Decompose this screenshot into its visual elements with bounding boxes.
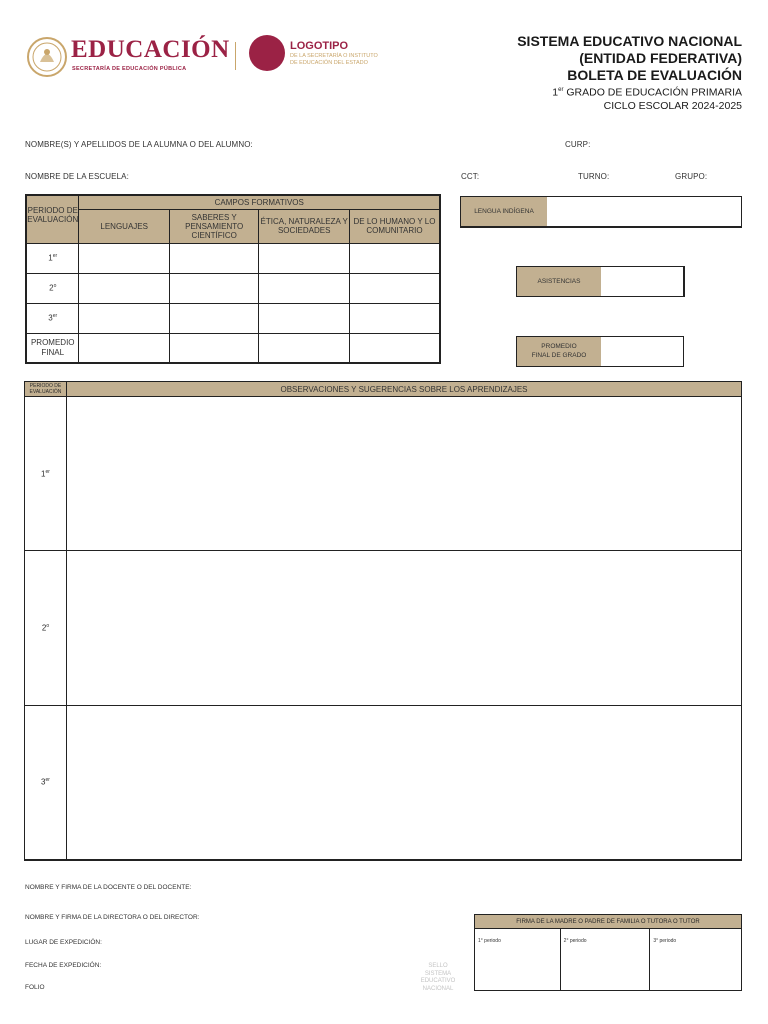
- table-row: [26, 333, 440, 363]
- signature-period-3-label: 3° periodo: [653, 938, 677, 944]
- obs-title: OBSERVACIONES Y SUGERENCIAS SOBRE LOS APRENDIZAJES: [66, 382, 741, 397]
- state-logo-title: LOGOTIPO: [290, 40, 349, 52]
- school-name-label: NOMBRE DE LA ESCUELA:: [25, 172, 129, 181]
- footer-fecha: FECHA DE EXPEDICIÓN:: [25, 962, 102, 969]
- state-logo-sub-1: DE LA SECRETARÍA O INSTITUTO: [290, 53, 378, 59]
- promedio-line-2: FINAL DE GRADO: [531, 352, 587, 359]
- asistencias-field[interactable]: [601, 267, 683, 296]
- education-wordmark: EDUCACIÓN: [71, 36, 230, 63]
- table-row: [26, 303, 440, 333]
- grade-cell[interactable]: [349, 303, 440, 333]
- asistencias-label: ASISTENCIAS: [517, 267, 601, 296]
- obs-period-header-1: PERIODO DE: [29, 383, 62, 389]
- obs-period-2: 2$^o$: [25, 551, 67, 706]
- grade-cell[interactable]: [79, 273, 169, 303]
- grade-cell[interactable]: [169, 273, 259, 303]
- seal-line-3: EDUCATIVO: [420, 978, 456, 984]
- grades-table: [25, 194, 441, 364]
- obs-field-2[interactable]: [66, 551, 741, 706]
- promedio-final-field[interactable]: [601, 337, 683, 366]
- grade-cell[interactable]: [79, 303, 169, 333]
- grade-cell[interactable]: [259, 243, 349, 273]
- col-etica: ÉTICA, NATURALEZA Y SOCIEDADES: [259, 209, 349, 243]
- grade-cell[interactable]: [169, 243, 259, 273]
- grade-cell[interactable]: [349, 333, 440, 363]
- coat-of-arms-icon: [26, 36, 68, 78]
- obs-period-3: 3er: [25, 706, 67, 860]
- grade-cell[interactable]: [349, 243, 440, 273]
- obs-field-1[interactable]: [66, 397, 741, 551]
- observations-table: [24, 381, 742, 861]
- grade-cell[interactable]: [79, 243, 169, 273]
- lengua-indigena-box: [460, 196, 742, 228]
- footer-director: NOMBRE Y FIRMA DE LA DIRECTORA O DEL DIRECTOR:: [25, 914, 200, 921]
- seal-placeholder: [412, 963, 464, 993]
- signature-period-2-label: 2° periodo: [563, 938, 587, 944]
- signature-title: FIRMA DE LA MADRE O PADRE DE FAMILIA O TUTORA O TUTOR: [475, 915, 742, 929]
- seal-line-1: SELLO: [428, 963, 448, 969]
- table-row: [25, 706, 742, 860]
- table-row: [25, 397, 742, 551]
- signature-period-3[interactable]: [650, 929, 742, 991]
- footer-docente: NOMBRE Y FIRMA DE LA DOCENTE O DEL DOCENTE:: [25, 884, 192, 891]
- turno-label: TURNO:: [578, 172, 610, 181]
- asistencias-box: [516, 266, 685, 297]
- promedio-final-box: [516, 336, 684, 367]
- col-lenguajes: LENGUAJES: [79, 209, 169, 243]
- title-sistema: SISTEMA EDUCATIVO NACIONAL: [517, 33, 742, 49]
- grupo-label: GRUPO:: [675, 172, 708, 181]
- table-row: [25, 551, 742, 706]
- promedio-final-label: [517, 337, 601, 366]
- cct-label: CCT:: [461, 172, 480, 181]
- parent-signature-table: [474, 914, 742, 991]
- final-average-label: PROMEDIO FINAL: [26, 333, 79, 363]
- school-cycle: CICLO ESCOLAR 2024-2025: [603, 99, 742, 112]
- logo-divider: [235, 42, 236, 70]
- signature-period-1-label: 1° periodo: [478, 938, 501, 944]
- footer-folio: FOLIO: [25, 984, 45, 991]
- period-1-label: 1er: [26, 243, 79, 273]
- grade-cell[interactable]: [259, 273, 349, 303]
- period-header: PERIODO DE EVALUACIÓN: [26, 195, 79, 243]
- lengua-indigena-field[interactable]: [547, 197, 741, 226]
- grade-cell[interactable]: [169, 303, 259, 333]
- grade-cell[interactable]: [259, 303, 349, 333]
- col-humano: DE LO HUMANO Y LO COMUNITARIO: [349, 209, 440, 243]
- state-logo-icon: [249, 35, 285, 71]
- lengua-indigena-label: LENGUA INDÍGENA: [461, 197, 547, 226]
- grade-cell[interactable]: [79, 333, 169, 363]
- table-row: [26, 273, 440, 303]
- grade-cell[interactable]: [349, 273, 440, 303]
- period-3-label: 3er: [26, 303, 79, 333]
- grade-line: 1er GRADO DE EDUCACIÓN PRIMARIA: [552, 86, 742, 99]
- obs-period-header: [25, 382, 67, 397]
- promedio-line-1: PROMEDIO: [541, 343, 577, 350]
- grade-cell[interactable]: [169, 333, 259, 363]
- grade-cell[interactable]: [259, 333, 349, 363]
- obs-period-1: 1er: [25, 397, 67, 551]
- footer-lugar: LUGAR DE EXPEDICIÓN:: [25, 939, 102, 946]
- curp-label: CURP:: [565, 140, 591, 149]
- student-name-label: NOMBRE(S) Y APELLIDOS DE LA ALUMNA O DEL ALUMNO:: [25, 140, 253, 149]
- obs-field-3[interactable]: [66, 706, 741, 860]
- table-row: [26, 243, 440, 273]
- signature-period-2[interactable]: [560, 929, 650, 991]
- document-title-block: [442, 33, 742, 113]
- title-boleta: BOLETA DE EVALUACIÓN: [567, 67, 742, 83]
- obs-period-header-2: EVALUACIÓN: [29, 389, 62, 395]
- sep-logo: [26, 36, 230, 78]
- title-entidad: (ENTIDAD FEDERATIVA): [579, 50, 742, 66]
- col-saberes: SABERES Y PENSAMIENTO CIENTÍFICO: [169, 209, 259, 243]
- period-2-label: 2$^o$: [26, 273, 79, 303]
- sep-subtitle: SECRETARÍA DE EDUCACIÓN PÚBLICA: [72, 66, 187, 72]
- signature-period-1[interactable]: [475, 929, 561, 991]
- seal-line-4: NACIONAL: [422, 985, 454, 992]
- campos-formativos-header: CAMPOS FORMATIVOS: [79, 195, 440, 209]
- state-logo-sub-2: DE EDUCACIÓN DEL ESTADO: [290, 60, 368, 66]
- seal-line-2: SISTEMA: [424, 970, 452, 977]
